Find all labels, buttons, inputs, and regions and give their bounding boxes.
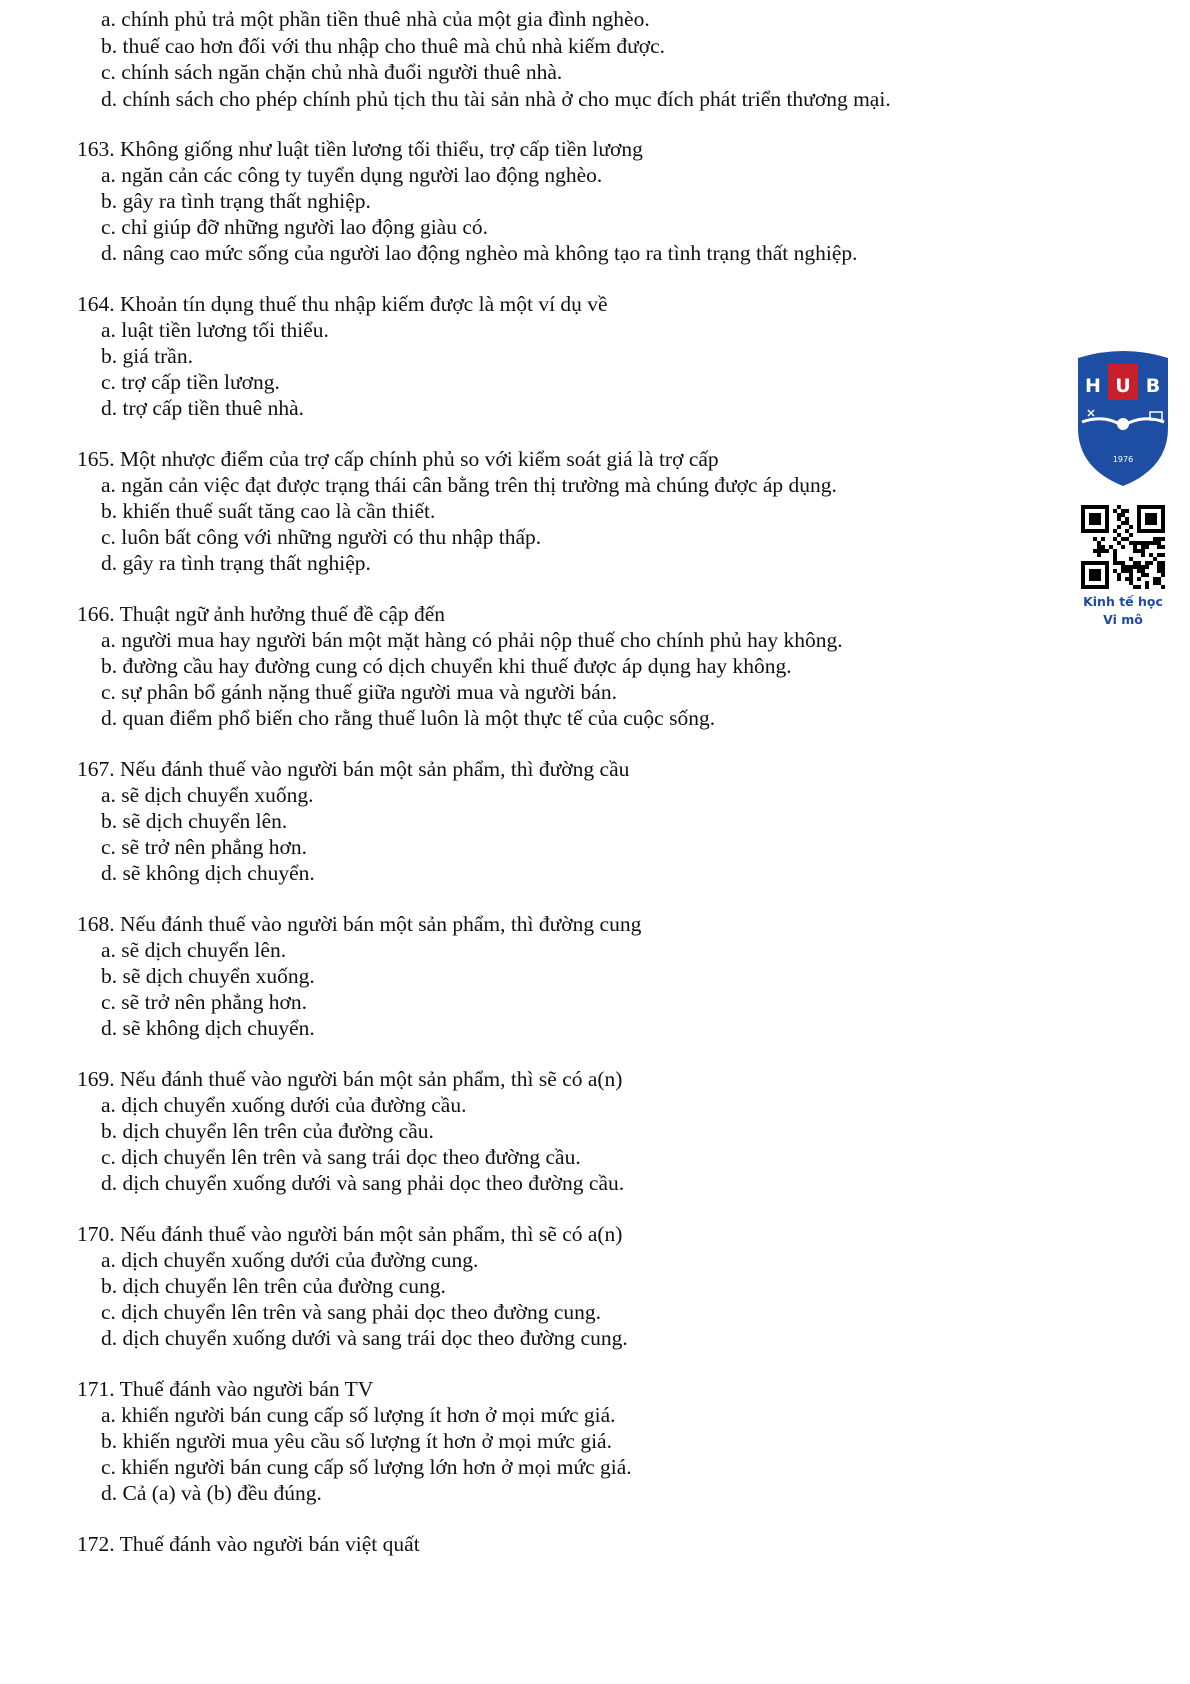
- option: c. luôn bất công với những người có thu nhập thấp.: [101, 525, 542, 549]
- logo-letter-u: U: [1115, 375, 1131, 397]
- option: c. khiến người bán cung cấp số lượng lớn hơn ở mọi mức giá.: [101, 1455, 632, 1479]
- question-text: 164. Khoản tín dụng thuế thu nhập kiếm được là một ví dụ về: [77, 292, 608, 316]
- option: b. gây ra tình trạng thất nghiệp.: [101, 189, 371, 213]
- option: d. quan điểm phổ biến cho rằng thuế luôn là một thực tế của cuộc sống.: [101, 706, 716, 730]
- option: c. chỉ giúp đỡ những người lao động giàu có.: [101, 215, 488, 239]
- logo-letter-b: B: [1145, 375, 1161, 397]
- option: c. trợ cấp tiền lương.: [101, 370, 280, 394]
- logo-letter-h: H: [1085, 375, 1101, 397]
- option: b. đường cầu hay đường cung có dịch chuyển khi thuế được áp dụng hay không.: [101, 654, 792, 678]
- option: b. khiến người mua yêu cầu số lượng ít hơn ở mọi mức giá.: [101, 1429, 612, 1453]
- option: b. thuế cao hơn đối với thu nhập cho thuê mà chủ nhà kiếm được.: [101, 34, 666, 58]
- question-text: 165. Một nhược điểm của trợ cấp chính phủ so với kiểm soát giá là trợ cấp: [77, 447, 719, 471]
- hub-logo: [1074, 350, 1172, 490]
- sidebar: [1064, 350, 1182, 650]
- logo-year: 1976: [1112, 455, 1134, 464]
- question-text: 170. Nếu đánh thuế vào người bán một sản phẩm, thì sẽ có a(n): [77, 1222, 623, 1246]
- option: c. dịch chuyển lên trên và sang phải dọc theo đường cung.: [101, 1300, 602, 1324]
- option: c. sẽ trở nên phẳng hơn.: [101, 990, 308, 1014]
- option: b. sẽ dịch chuyển lên.: [101, 809, 288, 833]
- question-text: 172. Thuế đánh vào người bán việt quất: [77, 1532, 420, 1556]
- option: a. sẽ dịch chuyển lên.: [101, 938, 287, 962]
- option: a. ngăn cản các công ty tuyển dụng người lao động nghèo.: [101, 163, 603, 187]
- option: c. sẽ trở nên phẳng hơn.: [101, 835, 308, 859]
- question-text: 166. Thuật ngữ ảnh hưởng thuế đề cập đến: [77, 602, 446, 626]
- option: d. gây ra tình trạng thất nghiệp.: [101, 551, 371, 575]
- question-text: 169. Nếu đánh thuế vào người bán một sản phẩm, thì sẽ có a(n): [77, 1067, 623, 1091]
- option: d. sẽ không dịch chuyển.: [101, 861, 315, 885]
- option: d. trợ cấp tiền thuê nhà.: [101, 396, 305, 420]
- option: c. sự phân bổ gánh nặng thuế giữa người mua và người bán.: [101, 680, 617, 704]
- option: c. chính sách ngăn chặn chủ nhà đuổi người thuê nhà.: [101, 60, 563, 84]
- option: a. ngăn cản việc đạt được trạng thái cân bằng trên thị trường mà chúng được áp dụng.: [101, 473, 837, 497]
- option: b. giá trần.: [101, 344, 193, 368]
- option: b. khiến thuế suất tăng cao là cần thiết.: [101, 499, 436, 523]
- question-text: 163. Không giống như luật tiền lương tối thiểu, trợ cấp tiền lương: [77, 137, 643, 161]
- subject-caption-line1: Kinh tế học: [1083, 594, 1163, 609]
- option: d. dịch chuyển xuống dưới và sang phải dọc theo đường cầu.: [101, 1171, 625, 1195]
- question-text: 168. Nếu đánh thuế vào người bán một sản phẩm, thì đường cung: [77, 912, 642, 936]
- option: a. khiến người bán cung cấp số lượng ít hơn ở mọi mức giá.: [101, 1403, 616, 1427]
- subject-caption-line2: Vi mô: [1103, 612, 1143, 627]
- question-text: 171. Thuế đánh vào người bán TV: [77, 1377, 374, 1401]
- option: a. dịch chuyển xuống dưới của đường cung.: [101, 1248, 479, 1272]
- option: d. nâng cao mức sống của người lao động nghèo mà không tạo ra tình trạng thất nghiệp.: [101, 241, 858, 265]
- option: a. sẽ dịch chuyển xuống.: [101, 783, 314, 807]
- question-text: 167. Nếu đánh thuế vào người bán một sản phẩm, thì đường cầu: [77, 757, 630, 781]
- option: c. dịch chuyển lên trên và sang trái dọc theo đường cầu.: [101, 1145, 581, 1169]
- option: a. chính phủ trả một phần tiền thuê nhà của một gia đình nghèo.: [101, 7, 650, 31]
- option: b. sẽ dịch chuyển xuống.: [101, 964, 315, 988]
- option: a. người mua hay người bán một mặt hàng có phải nộp thuế cho chính phủ hay không.: [101, 628, 843, 652]
- option: d. chính sách cho phép chính phủ tịch thu tài sản nhà ở cho mục đích phát triển thương mại.: [101, 87, 891, 111]
- option: b. dịch chuyển lên trên của đường cung.: [101, 1274, 446, 1298]
- option: a. luật tiền lương tối thiểu.: [101, 318, 329, 342]
- option: a. dịch chuyển xuống dưới của đường cầu.: [101, 1093, 467, 1117]
- option: d. sẽ không dịch chuyển.: [101, 1016, 315, 1040]
- option: d. dịch chuyển xuống dưới và sang trái dọc theo đường cung.: [101, 1326, 628, 1350]
- option: d. Cả (a) và (b) đều đúng.: [101, 1481, 322, 1505]
- qr-code: [1081, 505, 1165, 589]
- option: b. dịch chuyển lên trên của đường cầu.: [101, 1119, 434, 1143]
